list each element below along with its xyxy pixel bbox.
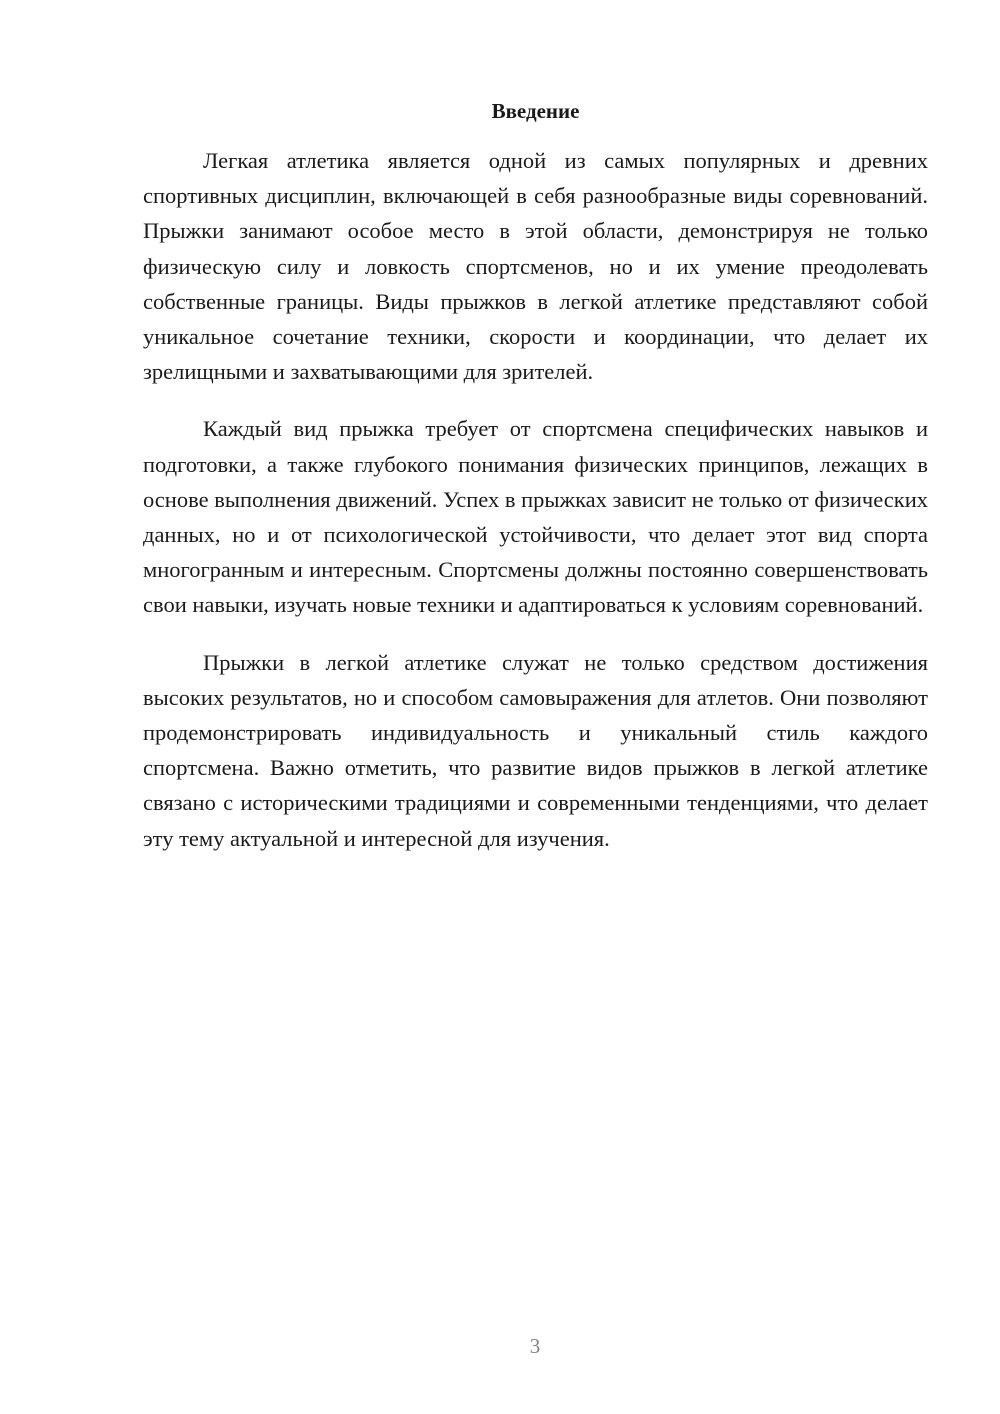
body-text	[143, 143, 928, 878]
paragraph-1: Легкая атлетика является одной из самых популярных и древних спортивных дисциплин, включающей в себя разнообразные виды соревнований. Прыжки занимают особое место в этой области, демонстрируя не только физическую силу и ловкость спортсменов, но и их умение преодолевать собственные границы. Виды прыжков в легкой атлетике представляют собой уникальное сочетание техники, скорости и координации, что делает их зрелищными и захватывающими для зрителей.	[143, 148, 928, 385]
page-number: 3	[529, 1334, 541, 1358]
section-heading: Введение	[491, 99, 580, 123]
paragraph-2: Каждый вид прыжка требует от спортсмена специфических навыков и подготовки, а также глубокого понимания физических принципов, лежащих в основе выполнения движений. Успех в прыжках зависит не только от физических данных, но и от психологической устойчивости, что делает этот вид спорта многогранным и интересным. Спортсмены должны постоянно совершенствовать свои навыки, изучать новые техники и адаптироваться к условиям соревнований.	[143, 416, 928, 618]
paragraph-3: Прыжки в легкой атлетике служат не только средством достижения высоких результатов, но и способом самовыражения для атлетов. Они позволяют продемонстрировать индивидуальность и уникальный стиль каждого спортсмена. Важно отметить, что развитие видов прыжков в легкой атлетике связано с историческими традициями и современными тенденциями, что делает эту тему актуальной и интересной для изучения.	[143, 649, 928, 851]
